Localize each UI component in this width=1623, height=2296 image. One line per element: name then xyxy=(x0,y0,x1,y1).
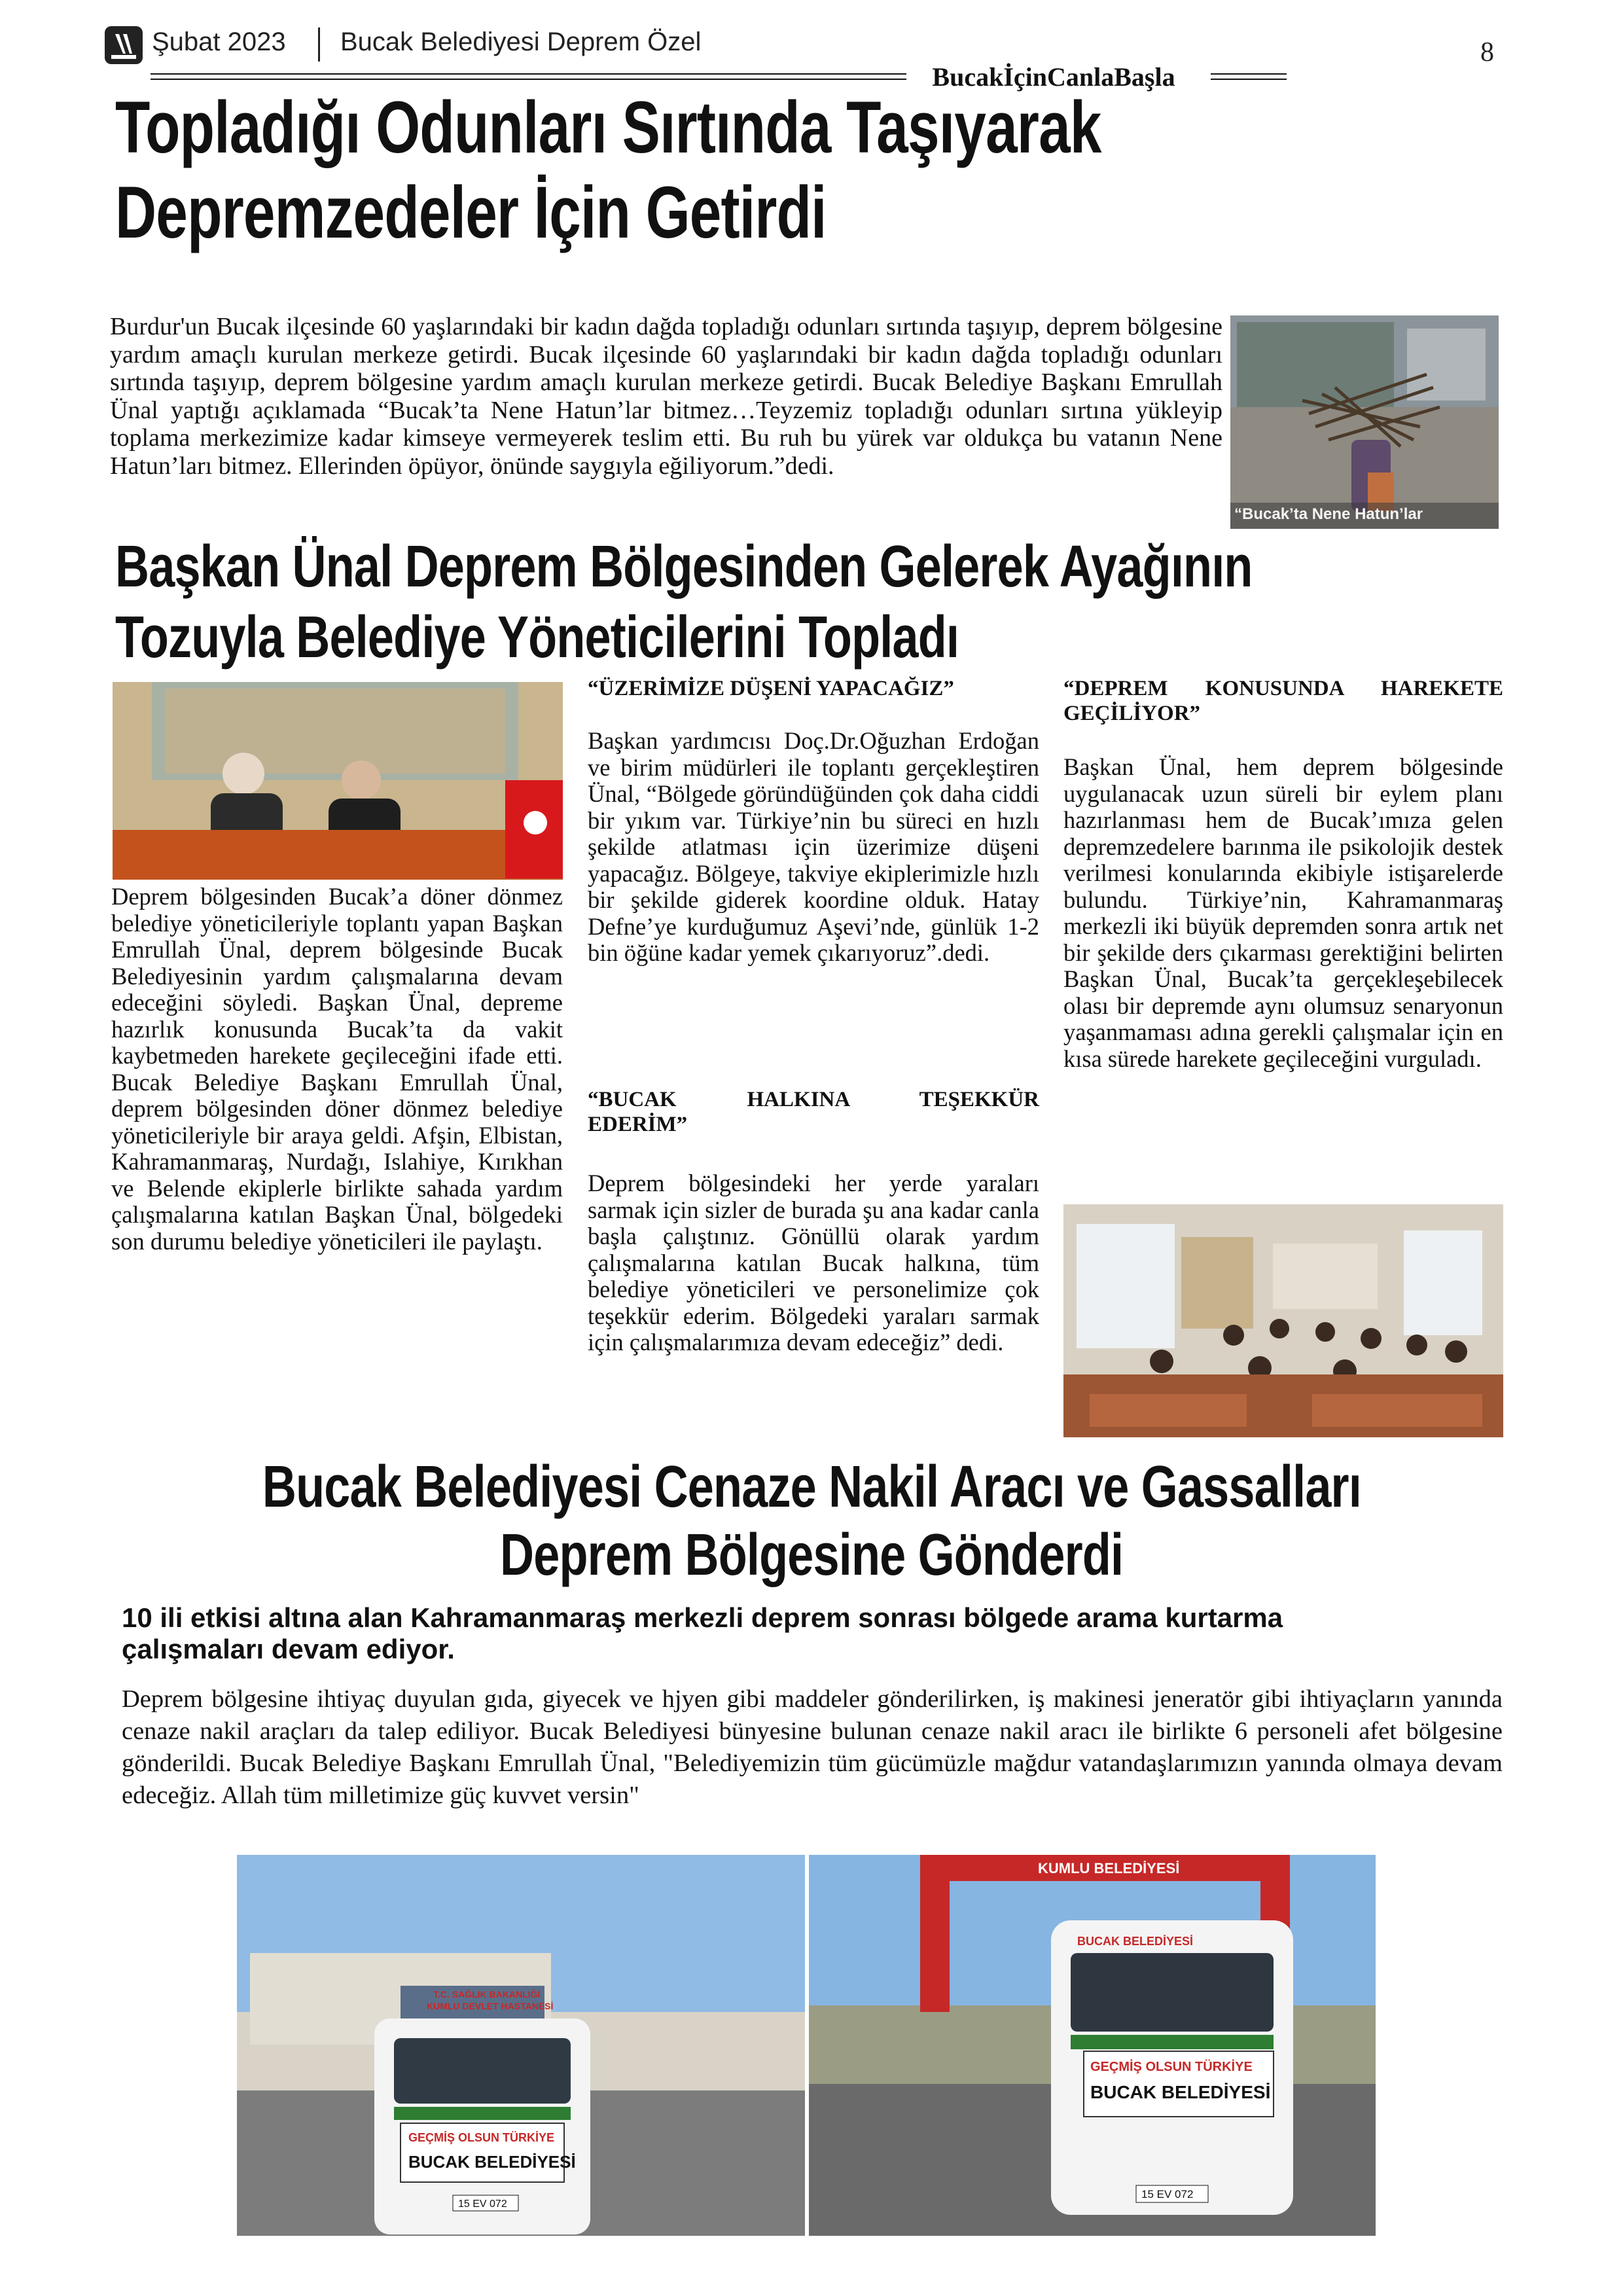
article2-subheading2-line2: EDERİM” xyxy=(588,1113,688,1136)
staff-meeting-hall-illustration xyxy=(1063,1204,1503,1437)
article2-subheading3-line1: “DEPREM KONUSUNDA HAREKETE xyxy=(1063,677,1503,700)
article3-headline xyxy=(0,1453,1623,1589)
hospital-sign-line1: T.C. SAĞLIK BAKANLIĞI xyxy=(433,1989,541,2000)
plate-number-2: 15 EV 072 xyxy=(1141,2188,1194,2200)
meeting-officials-photo xyxy=(113,682,563,880)
woman-carrying-wood-photo xyxy=(1230,315,1499,529)
header-rule-right xyxy=(1211,73,1287,80)
plate-number: 15 EV 072 xyxy=(458,2198,507,2210)
van-banner-top-2: GEÇMİŞ OLSUN TÜRKİYE xyxy=(1090,2060,1253,2074)
hearse-on-road-photo xyxy=(809,1855,1376,2236)
article1-headline-line1: Topladığı Odunları Sırtında Taşıyarak xyxy=(115,86,1101,168)
van-banner-main-2: BUCAK BELEDİYESİ xyxy=(1090,2082,1271,2102)
hospital-sign-line2: KUMLU DEVLET HASTANESİ xyxy=(427,2001,554,2011)
article2-column1: Deprem bölgesinden Bucak’a döner dönmez belediye yöneticileriyle toplantı yapan Başkan Emrullah Ünal, deprem bölgesinde Bucak Belediyesinin yardım çalışmalarına devam edeceğini söyledi. Başkan Ünal, depreme hazırlık konusunda Bucak’ta da vakit kaybetmeden harekete geçileceğini ifade etti. Bucak Belediye Başkanı Emrullah Ünal, deprem bölgesinden döner dönmez belediye yöneticileriyle bir araya geldi. Afşin, Elbistan, Kahramanmaraş, Nurdağı, Islahiye, Kırıkhan ve Belende ekiplerle birlikte sahada yardım çalışmalarına katılan Başkan Ünal, bölgedeki son durumu belediye yöneticileri ile paylaştı. xyxy=(111,883,563,1255)
article2-subheading3-line2: GEÇİLİYOR” xyxy=(1063,702,1201,725)
staff-meeting-hall-photo xyxy=(1063,1204,1503,1437)
page-number: 8 xyxy=(1480,37,1494,67)
article1-headline xyxy=(115,85,1101,255)
article3-body: Deprem bölgesine ihtiyaç duyulan gıda, giyecek ve hjyen gibi maddeler gönderilirken, iş makinesi jeneratör gibi ihtiyaçların yanında cenaze nakil araçları da talep ediliyor. Bucak Belediyesi bünyesine bulunan cenaze nakil aracı ile birlikte 6 personeli afet bölgesine gönderildi. Bucak Belediye Başkanı Emrullah Ünal, "Belediyemizin tüm gücümüzle mağdur vatandaşlarımızın yanında olmaya devam edeceğiz. Allah tüm milletimize güç kuvvet versin" xyxy=(122,1685,1503,1809)
article3-headline-line1: Bucak Belediyesi Cenaze Nakil Aracı ve Gassalları xyxy=(262,1454,1361,1520)
article1-photo-caption: “Bucak’ta Nene Hatun’lar xyxy=(1234,505,1423,523)
woman-carrying-wood-illustration xyxy=(1230,315,1499,529)
hearse-at-hospital-illustration xyxy=(237,1855,805,2236)
article2-subheading1: “ÜZERİMİZE DÜŞENİ YAPACAĞIZ” xyxy=(588,677,954,700)
article2-column2-continued: Deprem bölgesindeki her yerde yaraları sarmak için sizler de burada şu ana kadar canla başla çalıştınız. Gönüllü olarak yardım çalışmalarına katılan Bucak halkına, tüm belediye yöneticileri ve personelimize çok teşekkür ederim. Bölgedeki yaraları sarmak için çalışmalarımıza devam edeceğiz” dedi. xyxy=(588,1170,1039,1355)
article3-headline-line2: Deprem Bölgesine Gönderdi xyxy=(499,1522,1124,1588)
header-divider xyxy=(318,27,320,62)
hearse-on-road-illustration xyxy=(809,1855,1376,2236)
issue-title: Bucak Belediyesi Deprem Özel xyxy=(340,27,702,56)
van-brand: BUCAK BELEDİYESİ xyxy=(1077,1935,1194,1948)
arch-sign: KUMLU BELEDİYESİ xyxy=(1038,1860,1180,1876)
article1-body: Burdur'un Bucak ilçesinde 60 yaşlarındaki bir kadın dağda topladığı odunları sırtında taşıyıp, deprem bölgesine yardım amaçlı kurulan merkeze getirdi. Bucak ilçesinde 60 yaşlarındaki bir kadın dağda topladığı odunları sırtında taşıyıp, deprem bölgesine yardım amaçlı kurulan merkeze getirdi. Bucak Belediye Başkanı Emrullah Ünal yaptığı açıklamada “Bucak’ta Nene Hatun’lar bitmez…Teyzemiz topladığı odunları sırtına yükleyip toplama merkezimize kadar kimseye vermeyerek teslim etti. Bu ruh bu yürek var oldukça bu vatanın Nene Hatun’ları bitmez. Ellerinden öpüyor, önünde saygıyla eğiliyorum.”dedi. xyxy=(110,313,1222,480)
article2-column3: Başkan Ünal, hem deprem bölgesinde uygulanacak uzun süreli bir eylem planı hazırlanması hem de Bucak’ımıza gelen depremzedelere barınma ile psikolojik destek verilmesi konularında ekibiyle istişarelerde bulundu. Türkiye’nin, Kahramanmaraş merkezli iki büyük depremden sonra artık net bir şekilde ders çıkarması gerektiğini belirten Başkan Ünal, Bucak’ta gerçekleşebilecek olası bir depremde aynı olumsuz senaryonun yaşanmaması adına gerekli çalışmalar için en kısa sürede harekete geçileceğini vurguladı. xyxy=(1063,753,1503,1072)
article2-subheading2-line1: “BUCAK HALKINA TEŞEKKÜR xyxy=(588,1088,1039,1111)
meeting-officials-illustration xyxy=(113,682,563,880)
article2-column2: Başkan yardımcısı Doç.Dr.Oğuzhan Erdoğan ve birim müdürleri ile toplantı gerçekleştiren Ünal, “Bölgede göründüğünden çok daha ciddi bir yıkım var. Türkiye’nin bu süreci en hızlı şekilde atlatması için üzerimize düşeni yapacağız. Bölgeye, takviye ekiplerimizle hızlı bir şekilde giderek koordine olduk. Hatay Defne’ye kurduğumuz Aşevi’nde, günlük 1-2 bin öğüne kadar yemek çıkarıyoruz”.dedi. xyxy=(588,727,1039,966)
article1-headline-line2: Depremzedeler İçin Getirdi xyxy=(115,171,827,253)
van-banner-top: GEÇMİŞ OLSUN TÜRKİYE xyxy=(408,2131,555,2144)
van-banner-main: BUCAK BELEDİYESİ xyxy=(408,2152,576,2172)
article2-headline-line2: Tozuyla Belediye Yöneticilerini Topladı xyxy=(115,605,959,670)
hearse-at-hospital-photo xyxy=(237,1855,805,2236)
municipality-logo xyxy=(103,25,144,65)
issue-date: Şubat 2023 xyxy=(152,27,286,56)
article2-headline-line1: Başkan Ünal Deprem Bölgesinden Gelerek Ayağının xyxy=(115,534,1253,600)
article3-lead: 10 ili etkisi altına alan Kahramanmaraş merkezli deprem sonrası bölgede arama kurtarma çalışmaları devam ediyor. xyxy=(122,1602,1283,1664)
article2-headline xyxy=(115,531,1253,673)
slogan: BucakİçinCanlaBaşla xyxy=(906,62,1201,92)
